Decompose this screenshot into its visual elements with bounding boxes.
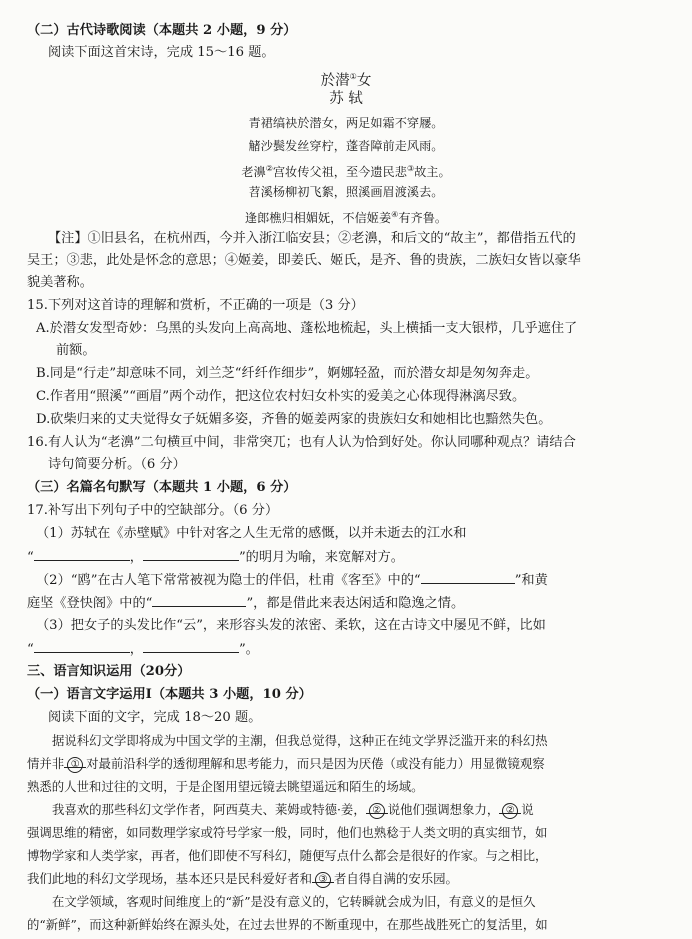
note-line-3: 貌美著称。 (27, 275, 93, 290)
fill-blank[interactable] (34, 640, 130, 653)
passage-p3-line1: 在文学领域，客观时间维度上的“新”是没有意义的，它转瞬就会成为旧，有意义的是恒久 (52, 894, 536, 909)
q15-option-d: D.砍柴归来的丈夫觉得女子妩媚多姿，齐鲁的姬姜两家的贵族妇女和她相比也黯然失色。 (36, 412, 552, 427)
poem-title: 於潜①女 (320, 72, 372, 89)
numbered-blank: ② (499, 801, 521, 814)
poem-line-3: 老濞②宫妆传父祖，至今遗民悲③故主。 (241, 164, 451, 180)
q15-option-a-cont: 前额。 (56, 343, 96, 358)
poem-line-4: 苕溪杨柳初飞絮，照溪画眉渡溪去。 (248, 185, 444, 199)
q16-line-2: 诗句简要分析。（6 分） (48, 457, 186, 472)
numbered-blank: ② (366, 801, 388, 814)
section2-instructions: 阅读下面这首宋诗，完成 15～16 题。 (48, 45, 275, 60)
poem-author: 苏 轼 (329, 91, 363, 107)
fill-blank[interactable] (152, 594, 246, 607)
passage-p2-line4: 我们此地的科幻文学现场，基本还只是民科爱好者和 ③ 者自得自满的安乐园。 (27, 871, 458, 886)
fill-blank[interactable] (143, 640, 239, 653)
passage-p1-line1: 据说科幻文学即将成为中国文学的主潮，但我总觉得，这种正在纯文学界泛滥开来的科幻热 (52, 733, 548, 748)
passage-p2-line2: 强调思维的精密，如同数理学家或符号学家一般，同时，他们也熟稔于人类文明的真实细节，如 (27, 825, 548, 840)
q16-line-1: 16.有人认为“老濞”二句横亘中间，非常突兀；也有人认为恰到好处。你认同哪种观点？请结合 (27, 435, 576, 450)
note-line-2: 吴王；③悲，此处是怀念的意思；④姬姜，即姜氏、姬氏，是齐、鲁的贵族，二族妇女皆以豪华 (27, 253, 581, 268)
q17-part3-line2: “ ， ”。 (27, 642, 259, 657)
q15-option-b: B.同是“行走”却意味不同，刘兰芝“纤纤作细步”，婀娜轻盈，而於潜女却是匆匆奔走。 (36, 366, 539, 381)
q17-part1-line2: “ ， ”的明月为喻，来宽解对方。 (27, 550, 404, 565)
part3-heading: 三、语言知识运用（20分） (27, 664, 191, 679)
q17-part3-line1: （3）把女子的头发比作“云”，来形容头发的浓密、柔软，这在古诗文中屡见不鲜，比如 (36, 618, 546, 633)
q15-stem: 15.下列对这首诗的理解和赏析，不正确的一项是（3 分） (27, 298, 364, 313)
passage-p1-line2: 情并非 ① 对最前沿科学的透彻理解和思考能力，而只是因为厌倦（或没有能力）用显微镜观察 (27, 756, 545, 771)
passage-p2-line1: 我喜欢的那些科幻文学作者，阿西莫夫、莱姆或特德·姜， ② 说他们强调想象力， ② 说 (52, 802, 534, 817)
q15-option-a: A.於潜女发型奇妙：乌黑的头发向上高高地、蓬松地梳起，头上横插一支大银栉，几乎遮住了 (36, 321, 578, 336)
q17-part1-line1: （1）苏轼在《赤壁赋》中针对客之人生无常的感慨，以并未逝去的江水和 (36, 526, 467, 541)
numbered-blank: ① (64, 755, 86, 768)
fill-blank[interactable] (143, 548, 239, 561)
q17-stem: 17.补写出下列句子中的空缺部分。（6 分） (27, 503, 279, 518)
poem-line-1: 青裙缟袂於潜女，两足如霜不穿屦。 (248, 116, 444, 130)
poem-line-5: 逢郎樵归相媚妩，不信姬姜④有齐鲁。 (244, 210, 448, 226)
fill-blank[interactable] (34, 548, 130, 561)
passage-p1-line3: 熟悉的人世和过往的文明，于是企图用望远镜去眺望遥远和陌生的场域。 (27, 779, 424, 794)
numbered-blank: ③ (312, 870, 334, 883)
fill-blank[interactable] (421, 571, 515, 584)
subsection1-instructions: 阅读下面的文字，完成 18～20 题。 (48, 710, 262, 725)
q15-option-c: C.作者用“照溪”“画眉”两个动作，把这位农村妇女朴实的爱美之心体现得淋漓尽致。 (36, 389, 526, 404)
section2-heading: （二）古代诗歌阅读（本题共 2 小题，9 分） (27, 23, 297, 38)
passage-p3-line2: 的“新鲜”，而这种新鲜始终在源头处，在过去世界的不断重现中，在那些战胜死亡的复活里，如 (27, 917, 548, 932)
poem-line-2: 觰沙鬓发丝穿柠，蓬沓障前走风雨。 (248, 139, 444, 153)
q17-part2-line2: 庭坚《登快阁》中的“ ”，都是借此来表达闲适和隐逸之情。 (27, 596, 465, 611)
subsection1-heading: （一）语言文字运用Ⅰ（本题共 3 小题，10 分） (27, 687, 312, 702)
note-line-1: 【注】①旧县名，在杭州西，今并入浙江临安县；②老濞，和后文的“故主”，都借指五代的 (48, 231, 576, 246)
q17-part2-line1: （2）“鸥”在古人笔下常常被视为隐士的伴侣，杜甫《客至》中的“ ”和黄 (36, 573, 548, 588)
passage-p2-line3: 博物学家和人类学家，再者，他们即使不写科幻，随便写点什么都会是很好的作家。与之相比， (27, 848, 548, 863)
section3-heading: （三）名篇名句默写（本题共 1 小题，6 分） (27, 480, 297, 495)
